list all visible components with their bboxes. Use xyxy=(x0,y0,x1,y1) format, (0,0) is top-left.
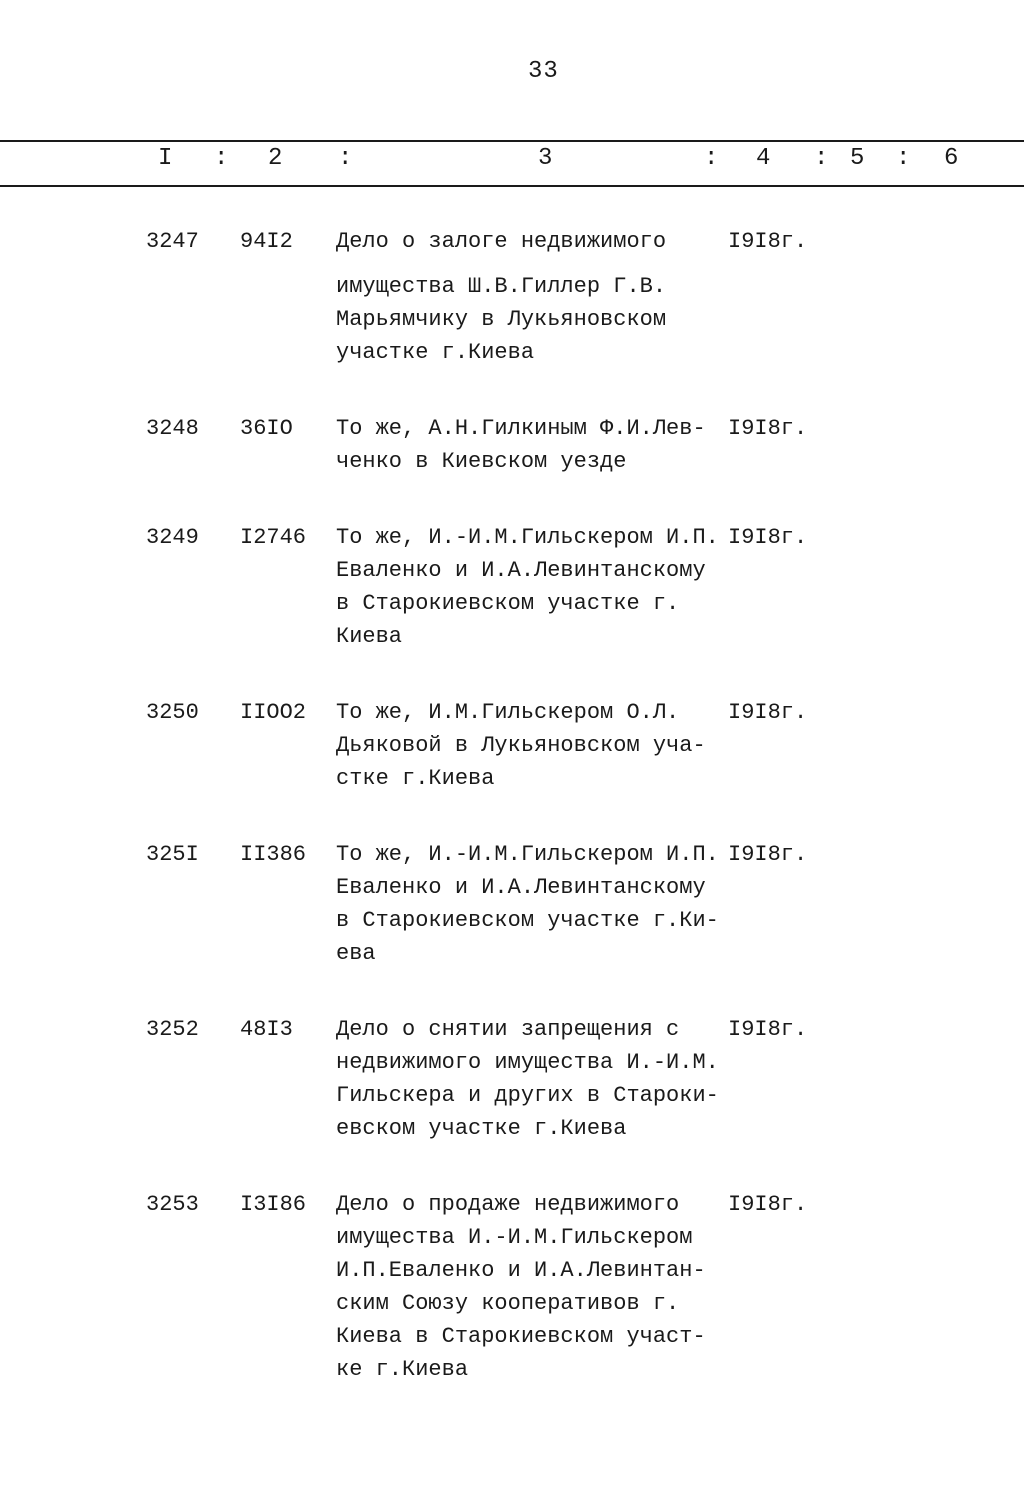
old-reference-number: IIOO2 xyxy=(240,700,307,725)
description-line: в Старокиевском участке г. xyxy=(336,591,680,616)
item-number: 3249 xyxy=(146,525,199,550)
description-line: Дело о продаже недвижимого xyxy=(336,1192,680,1217)
item-number: 3250 xyxy=(146,700,199,725)
date-year: I9I8г. xyxy=(728,416,808,441)
column-header-I: I xyxy=(158,145,173,172)
table-row xyxy=(0,412,1024,478)
description-line: ке г.Киева xyxy=(336,1357,469,1382)
item-number: 3247 xyxy=(146,229,199,254)
case-description xyxy=(336,225,728,369)
item-number: 3252 xyxy=(146,1017,199,1042)
case-description xyxy=(336,521,728,653)
column-separator: : xyxy=(704,145,719,172)
table-row xyxy=(0,696,1024,795)
date-year: I9I8г. xyxy=(728,525,808,550)
table-row xyxy=(0,225,1024,369)
description-line: То же, И.-И.М.Гильскером И.П. xyxy=(336,842,719,867)
description-line: участке г.Киева xyxy=(336,340,535,365)
description-line: евском участке г.Киева xyxy=(336,1116,627,1141)
description-line: Марьямчику в Лукьяновском xyxy=(336,307,667,332)
table-row xyxy=(0,521,1024,653)
column-header-6: 6 xyxy=(944,145,959,172)
column-header-3: 3 xyxy=(538,145,553,172)
date-year: I9I8г. xyxy=(728,229,808,254)
description-line: в Старокиевском участке г.Ки- xyxy=(336,908,719,933)
case-description xyxy=(336,1188,728,1386)
description-line: Дьяковой в Лукьяновском уча- xyxy=(336,733,706,758)
old-reference-number: 94I2 xyxy=(240,229,293,254)
column-separator: : xyxy=(338,145,353,172)
header-rule-bottom xyxy=(0,185,1024,187)
case-description xyxy=(336,1013,728,1145)
header-rule-top xyxy=(0,140,1024,142)
description-line: То же, И.-И.М.Гильскером И.П. xyxy=(336,525,719,550)
description-line: недвижимого имущества И.-И.М. xyxy=(336,1050,719,1075)
item-number: 3253 xyxy=(146,1192,199,1217)
column-header-4: 4 xyxy=(756,145,771,172)
description-line: И.П.Еваленко и И.А.Левинтан- xyxy=(336,1258,706,1283)
table-row xyxy=(0,1013,1024,1145)
table-row xyxy=(0,1188,1024,1386)
page-number: 33 xyxy=(528,58,559,85)
description-line: имущества Ш.В.Гиллер Г.В. xyxy=(336,274,667,299)
description-line: стке г.Киева xyxy=(336,766,495,791)
old-reference-number: I2746 xyxy=(240,525,307,550)
description-line: Еваленко и И.А.Левинтанскому xyxy=(336,875,706,900)
description-line: Дело о снятии запрещения с xyxy=(336,1017,680,1042)
table-row xyxy=(0,838,1024,970)
description-line: Киева xyxy=(336,624,403,649)
old-reference-number: I3I86 xyxy=(240,1192,307,1217)
date-year: I9I8г. xyxy=(728,1017,808,1042)
description-line: имущества И.-И.М.Гильскером xyxy=(336,1225,693,1250)
date-year: I9I8г. xyxy=(728,700,808,725)
description-line: То же, А.Н.Гилкиным Ф.И.Лев- xyxy=(336,416,706,441)
description-line: ева xyxy=(336,941,376,966)
item-number: 3248 xyxy=(146,416,199,441)
case-description xyxy=(336,696,728,795)
column-header-5: 5 xyxy=(850,145,865,172)
date-year: I9I8г. xyxy=(728,1192,808,1217)
description-line: ченко в Киевском уезде xyxy=(336,449,627,474)
description-line: Еваленко и И.А.Левинтанскому xyxy=(336,558,706,583)
old-reference-number: 36IO xyxy=(240,416,293,441)
case-description xyxy=(336,838,728,970)
old-reference-number: 48I3 xyxy=(240,1017,293,1042)
date-year: I9I8г. xyxy=(728,842,808,867)
column-separator: : xyxy=(214,145,229,172)
description-line: Киева в Старокиевском участ- xyxy=(336,1324,706,1349)
old-reference-number: II386 xyxy=(240,842,307,867)
description-line: ским Союзу кооперативов г. xyxy=(336,1291,680,1316)
inventory-table xyxy=(0,225,1024,1429)
item-number: 325I xyxy=(146,842,199,867)
column-separator: : xyxy=(814,145,829,172)
column-header-2: 2 xyxy=(268,145,283,172)
description-line: Дело о залоге недвижимого xyxy=(336,229,667,254)
description-line: То же, И.М.Гильскером О.Л. xyxy=(336,700,680,725)
case-description xyxy=(336,412,728,478)
column-separator: : xyxy=(896,145,911,172)
description-line: Гильскера и других в Староки- xyxy=(336,1083,719,1108)
